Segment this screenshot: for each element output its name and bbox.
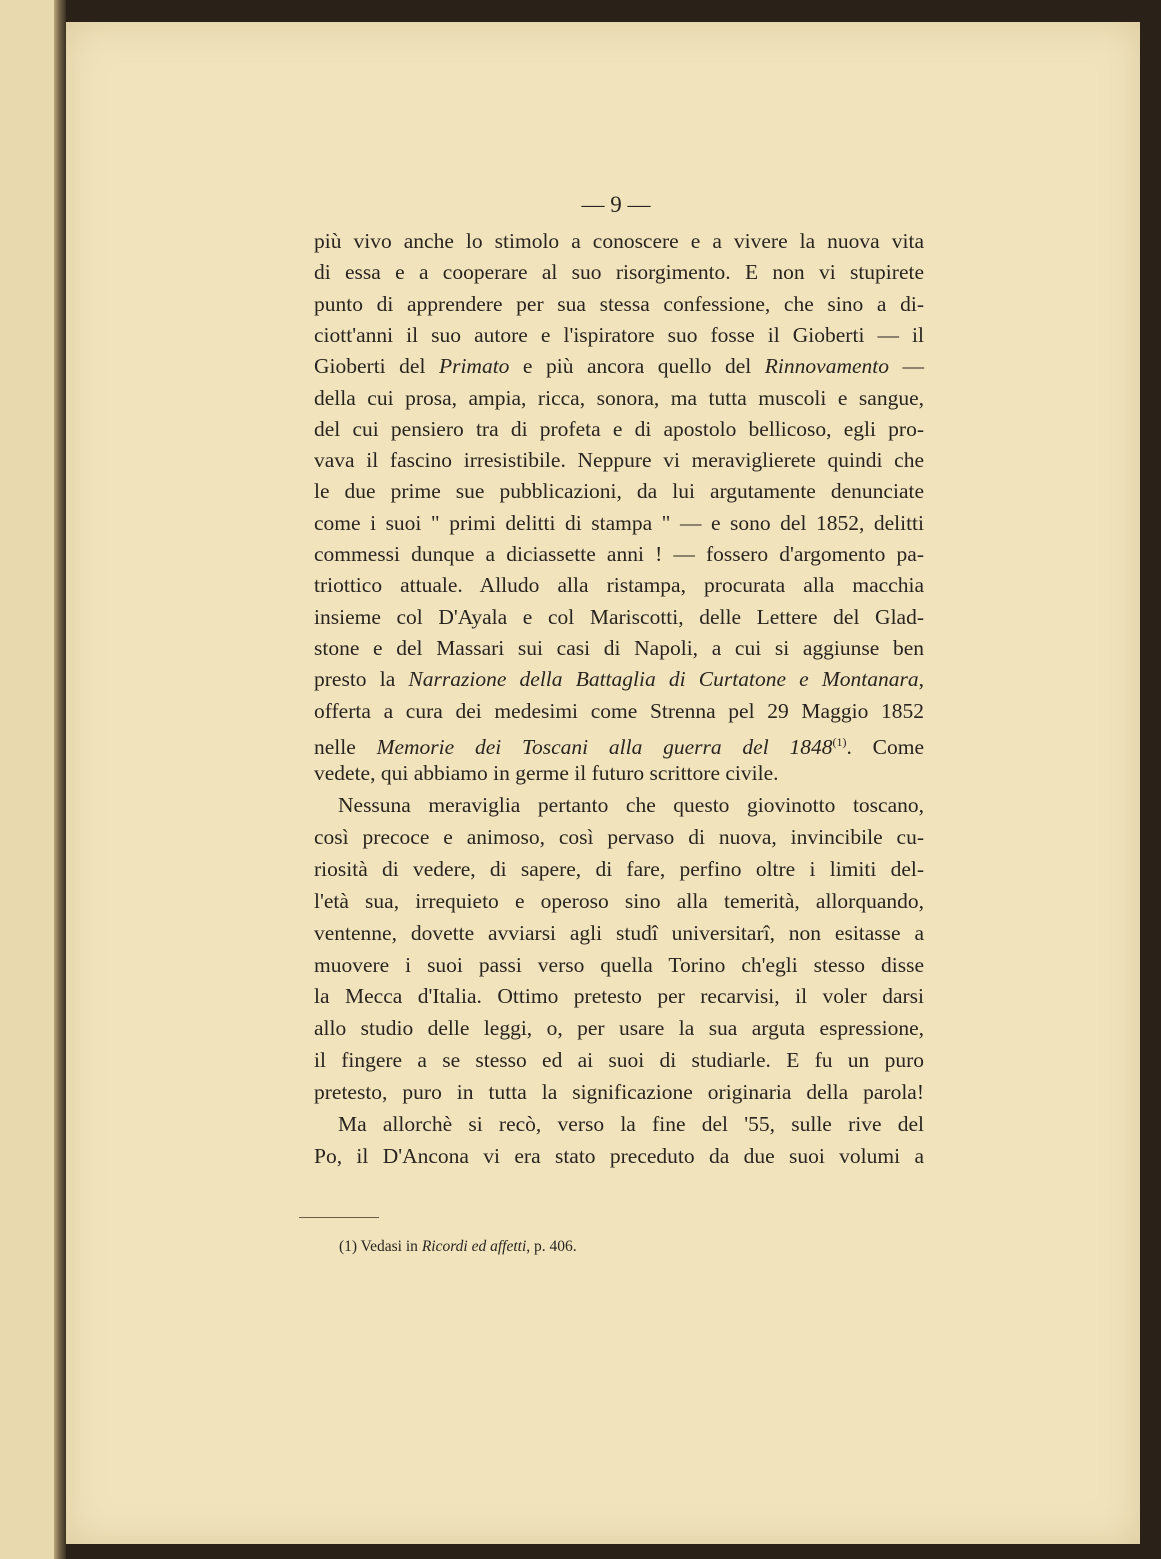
text-segment: di essa e a cooperare al suo risorgimento. E non vi stupirete [314, 260, 924, 285]
text-line [314, 445, 924, 475]
footnote-reference: (1) [832, 734, 847, 749]
text-segment: ventenne, dovette avviarsi agli studî universitarî, non esitasse a [314, 920, 924, 945]
text-segment: l'età sua, irrequieto e operoso sino alla temerità, allorquando, [314, 888, 924, 913]
italic-title: Narrazione della Battaglia di Curtatone e Montanara [408, 667, 919, 692]
text-line [314, 822, 924, 852]
italic-title: Memorie dei Toscani alla guerra del 1848 [376, 734, 833, 759]
text-line [314, 1045, 924, 1075]
italic-title: Primato [438, 354, 510, 379]
text-line [314, 226, 924, 256]
text-segment: vedete, qui abbiamo in germe il futuro scrittore civile. [314, 761, 779, 786]
text-segment: il fingere a se stesso ed ai suoi di studiarle. E fu un puro [314, 1048, 924, 1073]
text-line [314, 727, 924, 762]
text-line [314, 886, 924, 916]
footnote [339, 1238, 577, 1256]
text-segment: come i suoi " primi delitti di stampa " — e sono del 1852, delitti [314, 510, 924, 535]
text-line [314, 508, 924, 538]
text-segment: e più ancora quello del [509, 354, 765, 379]
text-line [338, 790, 924, 820]
text-line [314, 1077, 924, 1107]
text-segment: la Mecca d'Italia. Ottimo pretesto per recarvisi, il voler darsi [314, 984, 924, 1009]
text-segment: vava il fascino irresistibile. Neppure vi meraviglierete quindi che [314, 448, 924, 473]
footnote-title: Ricordi ed affetti [421, 1238, 527, 1255]
footnote-marker: (1) Vedasi in [339, 1238, 422, 1255]
text-segment: della cui prosa, ampia, ricca, sonora, ma tutta muscoli e sangue, [314, 385, 924, 410]
text-line [314, 476, 924, 506]
facing-page-edge [0, 0, 54, 1559]
text-segment: le due prime sue pubblicazioni, da lui argutamente denunciate [314, 479, 924, 504]
text-line [314, 383, 924, 413]
text-segment: presto la [314, 667, 409, 692]
book-page [66, 22, 1140, 1544]
text-segment: insieme col D'Ayala e col Mariscotti, delle Lettere del Glad- [314, 604, 924, 629]
text-line [314, 1141, 924, 1171]
footnote-rule [299, 1217, 379, 1218]
text-segment: commessi dunque a diciassette anni ! — fossero d'argomento pa- [314, 542, 924, 566]
text-segment: più vivo anche lo stimolo a conoscere e a vivere la nuova vita [314, 229, 924, 253]
text-line [314, 1013, 924, 1043]
text-line [314, 918, 924, 948]
text-segment: , [918, 667, 924, 692]
text-segment: Nessuna meraviglia pertanto che questo giovinotto toscano, [338, 793, 924, 817]
text-segment: Po, il D'Ancona vi era stato preceduto da due suoi volumi a [314, 1143, 924, 1168]
text-segment: pretesto, puro in tutta la significazione originaria della parola! [314, 1080, 924, 1105]
text-segment: Gioberti del [314, 354, 439, 379]
text-line [314, 981, 924, 1011]
text-line [314, 414, 924, 444]
text-line [314, 570, 924, 600]
text-line [338, 1109, 924, 1139]
text-line [314, 696, 924, 726]
text-segment: ciott'anni il suo autore e l'ispiratore suo fosse il Gioberti — il [314, 322, 924, 347]
text-line [314, 539, 924, 569]
text-segment: . Come [846, 734, 924, 759]
text-line [314, 633, 924, 663]
text-segment: stone e del Massari sui casi di Napoli, a cui si aggiunse ben [314, 635, 924, 660]
text-line [314, 602, 924, 632]
text-line [314, 854, 924, 884]
text-segment: muovere i suoi passi verso quella Torino ch'egli stesso disse [314, 952, 924, 977]
italic-title: Rinnovamento [764, 354, 889, 379]
text-line [314, 758, 924, 788]
text-line [314, 950, 924, 980]
text-segment: così precoce e animoso, così pervaso di nuova, invincibile cu- [314, 824, 924, 849]
text-line [314, 320, 924, 350]
text-segment: riosità di vedere, di sapere, di fare, perfino oltre i limiti del- [314, 856, 924, 881]
text-segment: triottico attuale. Alludo alla ristampa, procurata alla macchia [314, 573, 924, 598]
text-segment: Ma allorchè si recò, verso la fine del '55, sulle rive del [338, 1112, 924, 1136]
text-line [314, 257, 924, 287]
book-gutter [54, 0, 66, 1559]
text-line [314, 664, 924, 694]
text-segment: — [889, 354, 925, 379]
text-line [314, 289, 924, 319]
text-segment: del cui pensiero tra di profeta e di apostolo bellicoso, egli pro- [314, 416, 924, 441]
text-segment: nelle [314, 734, 377, 759]
page-number: — 9 — [581, 192, 651, 217]
text-segment: punto di apprendere per sua stessa confessione, che sino a di- [314, 291, 924, 316]
text-line [314, 351, 924, 381]
text-segment: allo studio delle leggi, o, per usare la sua arguta espressione, [314, 1016, 924, 1041]
footnote-rest: , p. 406. [526, 1238, 577, 1255]
text-segment: offerta a cura dei medesimi come Strenna pel 29 Maggio 1852 [314, 698, 924, 723]
